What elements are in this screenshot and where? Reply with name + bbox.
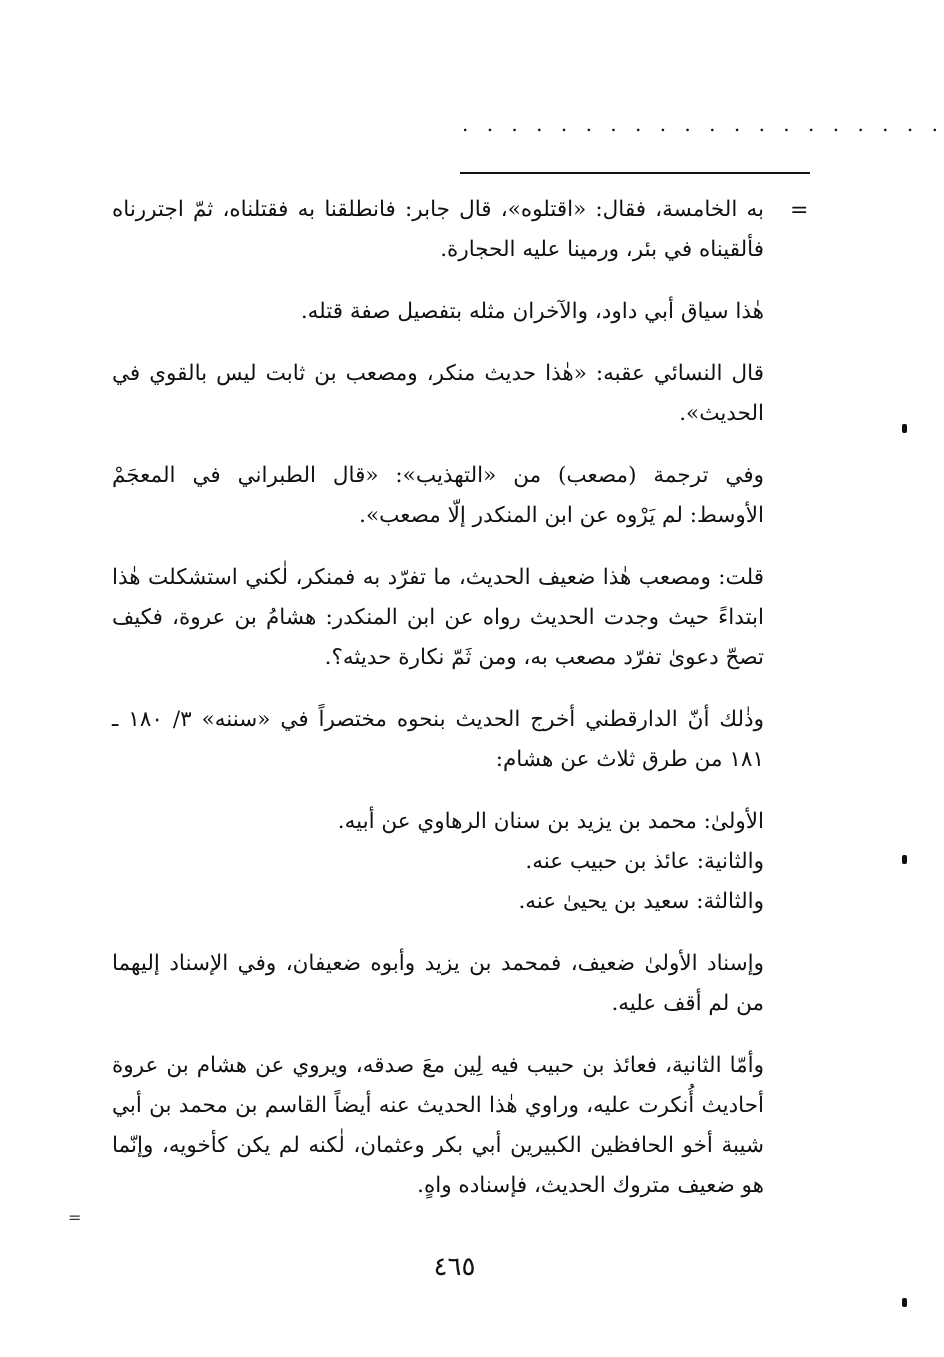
edge-speck [902,1298,907,1307]
continuation-mark: = [790,198,809,223]
paragraph-continuation: به الخامسة، فقال: «اقتلوه»، قال جابر: فانطلقنا به فقتلناه، ثمّ اجتررناه فألقيناه في بئر، ورمينا عليه الحجارة. [112,197,764,262]
chain-item-third: والثالثة: سعيد بن يحيىٰ عنه. [518,889,764,914]
footnote-dots: . . . . . . . . . . . . . . . . . . . . [462,112,944,136]
edge-speck [902,424,907,433]
chain-item-second: والثانية: عائذ بن حبيب عنه. [525,849,764,874]
chains-list [112,802,764,922]
paragraph-daraqutni: وذٰلك أنّ الدارقطني أخرج الحديث بنحوه مختصراً في «سننه» ٣/ ١٨٠ ـ ١٨١ من طرق ثلاث عن هشام: [112,707,764,772]
paragraph-first-chain-grading: وإسناد الأولىٰ ضعيف، فمحمد بن يزيد وأبوه ضعيفان، وفي الإسناد إليهما من لم أقف عليه. [112,951,764,1016]
page-number: ٤٦٥ [433,1252,476,1282]
paragraph-second-chain-grading: وأمّا الثانية، فعائذ بن حبيب فيه لِين معَ صدقه، ويروي عن هشام بن عروة أحاديث أُنكرت عليه، وراوي هٰذا الحديث عنه أيضاً القاسم بن محمد بن أبي شيبة أخو الحافظين الكبيرين أبي بكر وعثمان، لٰكنه لم يكن كأخويه، وإنّما هو ضعيف متروك الحديث، فإسناده واهٍ. [112,1053,764,1198]
paragraph-tahdhib-quote: وفي ترجمة (مصعب) من «التهذيب»: «قال الطبراني في المعجَمْ الأوسط: لم يَرْوه عن ابن المنكدر إلّا مصعب». [112,463,764,528]
footnote-separator-rule [460,172,810,174]
paragraph-abu-dawud-context: هٰذا سياق أبي داود، والآخران مثله بتفصيل صفة قتله. [300,299,764,324]
paragraph-author-note: قلت: ومصعب هٰذا ضعيف الحديث، ما تفرّد به فمنكر، لٰكني استشكلت هٰذا ابتداءً حيث وجدت الحديث رواه عن ابن المنكدر: هشامُ بن عروة، فكيف تصحّ دعوىٰ تفرّد مصعب به، ومن ثَمّ نكارة حديثه؟. [112,565,764,670]
chain-item-first: الأولىٰ: محمد بن يزيد بن سنان الرهاوي عن أبيه. [337,809,764,834]
page-body [112,190,764,1228]
edge-speck [902,855,907,864]
paragraph-nasai-comment: قال النسائي عقبه: «هٰذا حديث منكر، ومصعب بن ثابت ليس بالقوي في الحديث». [112,361,764,426]
margin-mark: = [68,1208,82,1227]
